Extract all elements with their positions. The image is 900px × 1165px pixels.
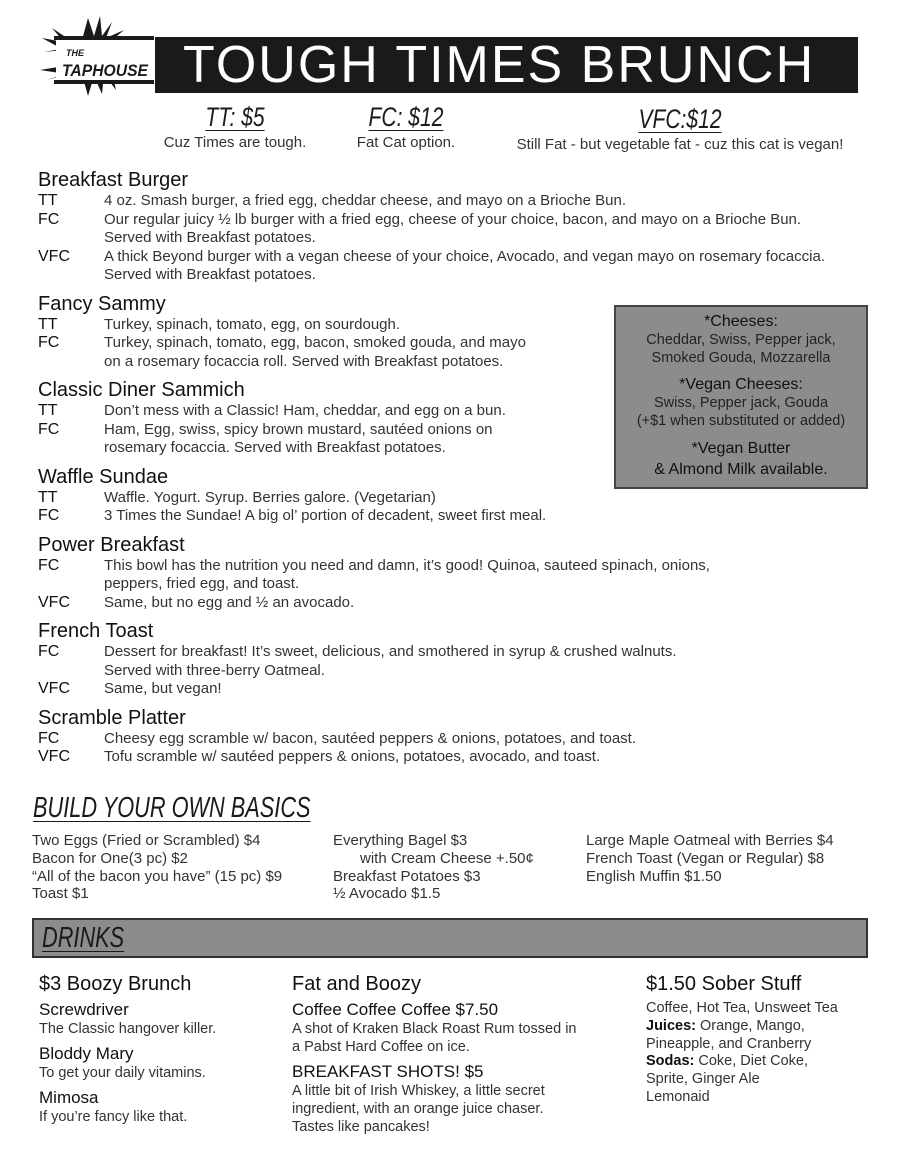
option-row bbox=[38, 557, 888, 594]
option-desc: Ham, Egg, swiss, spicy brown mustard, sautéed onions on rosemary focaccia. Served with Breakfast potatoes. bbox=[104, 420, 493, 456]
byo-item: French Toast (Vegan or Regular) $8 bbox=[586, 849, 825, 867]
option-row bbox=[38, 730, 888, 749]
option-tag: TT bbox=[38, 402, 58, 419]
drinks-sober-heading: $1.50 Sober Stuff bbox=[646, 973, 802, 995]
drinks-banner bbox=[32, 918, 868, 958]
taphouse-logo bbox=[36, 14, 154, 98]
cheeses-line: Smoked Gouda, Mozzarella bbox=[651, 349, 831, 366]
option-desc: Same, but no egg and ½ an avocado. bbox=[104, 593, 355, 611]
item-title: Breakfast Burger bbox=[38, 169, 189, 191]
option-row bbox=[38, 192, 888, 211]
option-tag: TT bbox=[38, 488, 58, 506]
option-desc: 3 Times the Sundae! A big ol’ portion of decadent, sweet first meal. bbox=[104, 507, 547, 524]
vegan-butter-note: & Almond Milk available. bbox=[654, 461, 828, 478]
option-desc: Waffle. Yogurt. Syrup. Berries galore. (Vegetarian) bbox=[104, 488, 436, 506]
option-tag: FC bbox=[38, 729, 60, 747]
option-tag: TT bbox=[38, 192, 58, 209]
menu-item-french-toast bbox=[38, 619, 888, 699]
sober-basics: Coffee, Hot Tea, Unsweet Tea bbox=[646, 1000, 838, 1016]
item-title: French Toast bbox=[38, 620, 154, 642]
drink-name: Bloddy Mary bbox=[39, 1044, 134, 1063]
menu-item-scramble-platter bbox=[38, 706, 888, 767]
sober-sodas: Sodas: Coke, Diet Coke, bbox=[646, 1053, 808, 1070]
option-row bbox=[38, 594, 888, 613]
drinks-sober-column bbox=[646, 972, 886, 1107]
price-fc-label: FC: $12 bbox=[368, 102, 444, 132]
price-vfc-label: VFC:$12 bbox=[638, 104, 722, 134]
vegan-cheeses-line: (+$1 when substituted or added) bbox=[636, 412, 846, 429]
option-desc: This bowl has the nutrition you need and damn, it’s good! Quinoa, sauteed spinach, onions, peppers, fried egg, and toast. bbox=[104, 556, 710, 592]
option-desc: Dessert for breakfast! It’s sweet, delicious, and smothered in syrup & crushed walnuts. Served with three-berry Oatmeal. bbox=[104, 643, 677, 679]
price-vfc bbox=[500, 104, 860, 153]
byo-item: Everything Bagel $3 bbox=[333, 832, 468, 849]
option-tag: VFC bbox=[38, 247, 70, 265]
option-tag: VFC bbox=[38, 680, 70, 697]
option-tag: FC bbox=[38, 210, 60, 228]
price-fc bbox=[336, 102, 476, 151]
option-tag: FC bbox=[38, 643, 60, 660]
price-tt-subtitle: Cuz Times are tough. bbox=[163, 134, 307, 151]
option-desc: 4 oz. Smash burger, a fried egg, cheddar cheese, and mayo on a Brioche Bun. bbox=[104, 192, 626, 209]
byo-item: Breakfast Potatoes $3 bbox=[333, 867, 481, 885]
option-desc: Turkey, spinach, tomato, egg, on sourdough. bbox=[104, 315, 401, 333]
cheeses-line: Cheddar, Swiss, Pepper jack, bbox=[646, 332, 836, 348]
svg-text:THE: THE bbox=[66, 48, 84, 58]
drink-desc: A little bit of Irish Whiskey, a little secret ingredient, with an orange juice chaser. Tastes like pancakes! bbox=[292, 1083, 545, 1135]
item-title: Waffle Sundae bbox=[38, 465, 169, 488]
item-title: Scramble Platter bbox=[38, 706, 186, 729]
byo-item: Large Maple Oatmeal with Berries $4 bbox=[586, 832, 834, 849]
drinks-boozy-column bbox=[39, 972, 279, 1132]
option-tag: FC bbox=[38, 334, 60, 351]
option-row bbox=[38, 748, 888, 767]
drink-desc: The Classic hangover killer. bbox=[39, 1021, 217, 1037]
drinks-fat-boozy-column bbox=[292, 972, 622, 1142]
option-tag: VFC bbox=[38, 593, 70, 611]
drinks-title: DRINKS bbox=[42, 922, 125, 954]
cheeses-heading: *Cheeses: bbox=[704, 313, 778, 330]
byo-item: Toast $1 bbox=[32, 885, 89, 903]
option-tag: FC bbox=[38, 556, 60, 574]
price-tt bbox=[150, 102, 320, 151]
option-row bbox=[38, 211, 888, 248]
item-title: Classic Diner Sammich bbox=[38, 379, 245, 401]
item-title: Fancy Sammy bbox=[38, 292, 166, 315]
drinks-boozy-heading: $3 Boozy Brunch bbox=[39, 973, 192, 995]
byo-column-3 bbox=[586, 832, 834, 885]
vegan-cheeses-heading: *Vegan Cheeses: bbox=[679, 376, 803, 393]
option-row bbox=[38, 489, 888, 508]
drinks-fat-boozy-heading: Fat and Boozy bbox=[292, 973, 421, 995]
option-tag: TT bbox=[38, 315, 58, 333]
vegan-cheeses-line: Swiss, Pepper jack, Gouda bbox=[653, 395, 829, 411]
option-tag: FC bbox=[38, 507, 60, 524]
byo-item: with Cream Cheese +.50¢ bbox=[360, 849, 534, 867]
drink-name: Screwdriver bbox=[39, 1000, 129, 1019]
option-desc: Don’t mess with a Classic! Ham, cheddar, and egg on a bun. bbox=[104, 402, 506, 419]
option-row bbox=[38, 643, 888, 680]
byo-item: Two Eggs (Fried or Scrambled) $4 bbox=[32, 832, 261, 849]
price-vfc-subtitle: Still Fat - but vegetable fat - cuz this cat is vegan! bbox=[516, 136, 844, 153]
sober-lemonade: Lemonaid bbox=[646, 1088, 710, 1105]
byo-column-1 bbox=[32, 832, 282, 903]
sober-juices: Juices: Orange, Mango, bbox=[646, 1017, 805, 1034]
drink-desc: To get your daily vitamins. bbox=[39, 1065, 206, 1081]
option-row bbox=[38, 507, 888, 526]
price-fc-subtitle: Fat Cat option. bbox=[356, 134, 456, 151]
byo-item: “All of the bacon you have” (15 pc) $9 bbox=[32, 867, 283, 885]
item-title: Power Breakfast bbox=[38, 533, 185, 556]
drink-name: Mimosa bbox=[39, 1088, 99, 1107]
option-desc: Cheesy egg scramble w/ bacon, sautéed peppers & onions, potatoes, and toast. bbox=[104, 729, 637, 747]
sober-sodas-cont: Sprite, Ginger Ale bbox=[646, 1071, 760, 1088]
menu-item-power-breakfast bbox=[38, 533, 888, 613]
option-tag: VFC bbox=[38, 748, 70, 765]
drink-desc: A shot of Kraken Black Roast Rum tossed in a Pabst Hard Coffee on ice. bbox=[292, 1021, 577, 1055]
option-tag: FC bbox=[38, 420, 60, 438]
option-row bbox=[38, 680, 888, 699]
vegan-butter-note: *Vegan Butter bbox=[691, 440, 791, 457]
svg-text:TAPHOUSE: TAPHOUSE bbox=[62, 61, 149, 80]
byo-item: Bacon for One(3 pc) $2 bbox=[32, 849, 188, 867]
byo-item: English Muffin $1.50 bbox=[586, 867, 722, 885]
option-desc: Turkey, spinach, tomato, egg, bacon, smoked gouda, and mayo on a rosemary focaccia roll. Served with Breakfast potatoes. bbox=[104, 334, 526, 370]
price-tt-label: TT: $5 bbox=[205, 102, 265, 132]
byo-item: ½ Avocado $1.5 bbox=[333, 885, 441, 903]
option-desc: Our regular juicy ½ lb burger with a fried egg, cheese of your choice, bacon, and mayo on a Brioche Bun. Served with Breakfast potatoes. bbox=[104, 210, 802, 246]
option-desc: Same, but vegan! bbox=[104, 680, 222, 697]
byo-column-2 bbox=[333, 832, 534, 903]
cheese-options-box bbox=[614, 305, 868, 489]
drink-desc: If you’re fancy like that. bbox=[39, 1109, 188, 1125]
drink-name: BREAKFAST SHOTS! $5 bbox=[292, 1062, 484, 1081]
sober-juices-cont: Pineapple, and Cranberry bbox=[646, 1035, 812, 1052]
option-desc: A thick Beyond burger with a vegan cheese of your choice, Avocado, and vegan mayo on rosemary focaccia. Served with Breakfast potatoes. bbox=[104, 247, 825, 283]
build-your-own-title: BUILD YOUR OWN BASICS bbox=[33, 792, 311, 824]
option-desc: Tofu scramble w/ sautéed peppers & onions, potatoes, avocado, and toast. bbox=[104, 748, 601, 765]
option-row bbox=[38, 248, 888, 285]
menu-item-breakfast-burger bbox=[38, 168, 888, 285]
page-title: TOUGH TIMES BRUNCH bbox=[155, 37, 858, 93]
drink-name: Coffee Coffee Coffee $7.50 bbox=[292, 1000, 499, 1019]
